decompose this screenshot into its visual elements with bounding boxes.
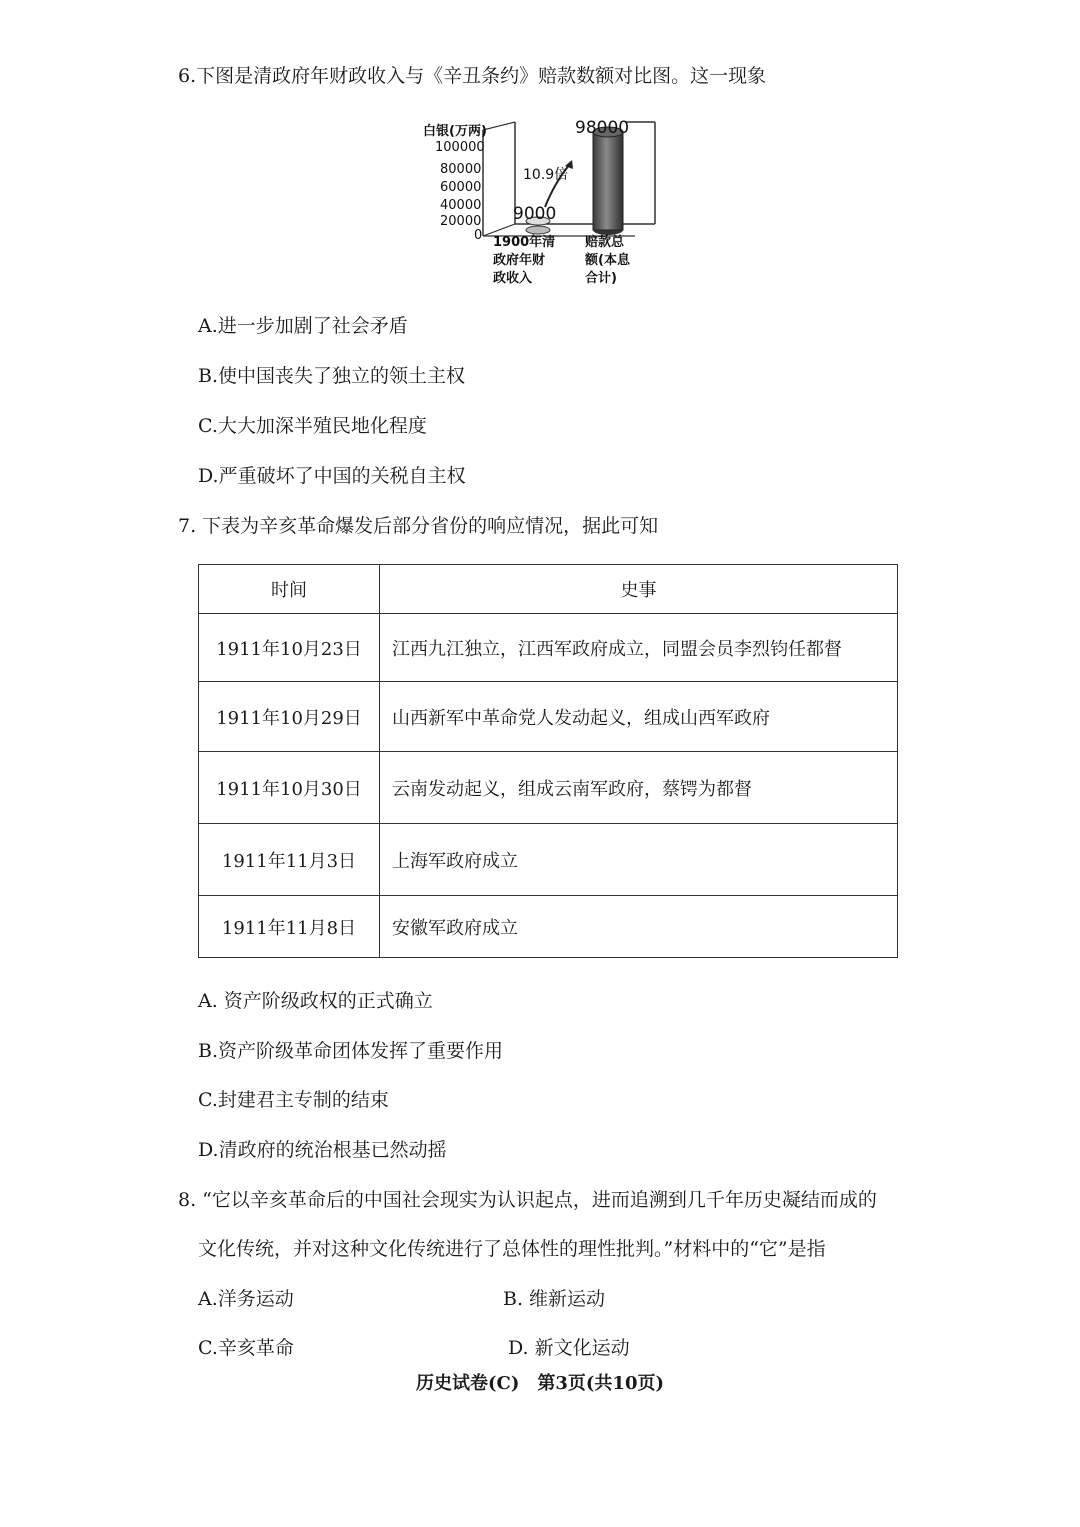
q7-option-a[interactable]: A. 资产阶级政权的正式确立: [198, 990, 433, 1012]
table-row: [199, 752, 898, 824]
y-tick-label: 80000: [440, 162, 482, 177]
income-label-line: 政府年财: [493, 253, 546, 268]
q8-option-c[interactable]: C.辛亥革命: [198, 1337, 294, 1359]
income-label-line: 1900年清: [493, 235, 556, 250]
indemnity-label-line: 赔款总: [585, 235, 625, 250]
q8-stem-line-1: 8. “它以辛亥革命后的中国社会现实为认识起点，进而追溯到几千年历史凝结而成的: [178, 1189, 877, 1211]
q8-stem-line-2: 文化传统，并对这种文化传统进行了总体性的理性批判。”材料中的“它”是指: [198, 1238, 826, 1260]
ratio-label: 10.9倍: [523, 167, 569, 183]
y-axis-title: 白银(万两): [423, 124, 487, 139]
event-cell: 江西九江独立，江西军政府成立，同盟会员李烈钧任都督: [380, 614, 898, 682]
frame-top-left: [483, 122, 515, 130]
date-cell: 1911年10月23日: [199, 614, 380, 682]
date-cell: 1911年11月8日: [199, 896, 380, 958]
events-table: [198, 564, 898, 958]
q6-figure: [415, 112, 665, 292]
income-category-label: [493, 234, 555, 288]
table-row: [199, 824, 898, 896]
bar-indemnity: [593, 127, 623, 235]
q8-option-b[interactable]: B. 维新运动: [503, 1288, 606, 1310]
q7-stem: 7. 下表为辛亥革命爆发后部分省份的响应情况，据此可知: [178, 515, 659, 537]
table-row: [199, 682, 898, 752]
q7-option-b[interactable]: B.资产阶级革命团体发挥了重要作用: [198, 1040, 504, 1062]
q6-option-c[interactable]: C.大大加深半殖民地化程度: [198, 415, 427, 437]
indemnity-label-line: 合计): [585, 271, 617, 286]
y-tick-label: 0: [474, 228, 483, 243]
q8-option-a[interactable]: A.洋务运动: [198, 1288, 294, 1310]
event-cell: 安徽军政府成立: [380, 896, 898, 958]
page-footer: 历史试卷(C) 第3页(共10页): [416, 1373, 664, 1394]
y-tick-label: 20000: [440, 214, 482, 229]
q7-option-d[interactable]: D.清政府的统治根基已然动摇: [198, 1139, 447, 1161]
event-cell: 云南发动起义，组成云南军政府，蔡锷为都督: [380, 752, 898, 824]
y-tick-label: 100000: [435, 140, 485, 155]
header-time: 时间: [199, 565, 380, 614]
y-tick-label: 60000: [440, 180, 482, 195]
table-row: [199, 896, 898, 958]
header-event: 史事: [380, 565, 898, 614]
q6-option-a[interactable]: A.进一步加剧了社会矛盾: [198, 315, 408, 337]
date-cell: 1911年10月30日: [199, 752, 380, 824]
income-label-line: 政收入: [493, 271, 533, 286]
y-tick-label: 40000: [440, 198, 482, 213]
indemnity-value-label: 98000: [575, 118, 630, 138]
q6-option-b[interactable]: B.使中国丧失了独立的领土主权: [198, 365, 466, 387]
q6-option-d[interactable]: D.严重破坏了中国的关税自主权: [198, 465, 466, 487]
date-cell: 1911年11月3日: [199, 824, 380, 896]
q7-option-c[interactable]: C.封建君主专制的结束: [198, 1089, 389, 1111]
q6-stem: 6.下图是清政府年财政收入与《辛丑条约》赔款数额对比图。这一现象: [178, 65, 767, 87]
indemnity-label-line: 额(本息: [585, 253, 630, 268]
table-header-row: [199, 565, 898, 614]
indemnity-category-label: [585, 234, 630, 288]
event-cell: 山西新军中革命党人发动起义，组成山西军政府: [380, 682, 898, 752]
income-value-label: 9000: [513, 204, 557, 224]
q8-option-d[interactable]: D. 新文化运动: [508, 1337, 630, 1359]
date-cell: 1911年10月29日: [199, 682, 380, 752]
table-row: [199, 614, 898, 682]
event-cell: 上海军政府成立: [380, 824, 898, 896]
